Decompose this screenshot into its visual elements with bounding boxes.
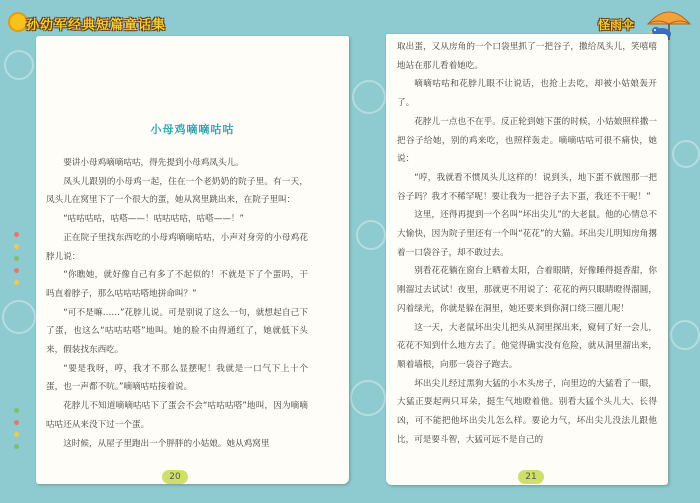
right-page-text: [397, 38, 657, 449]
decor-dot: [14, 244, 19, 249]
paragraph: 这时候，从屋子里跑出一个胖胖的小姑娘。她从鸡窝里: [63, 438, 270, 449]
left-page-text: [46, 154, 308, 453]
decor-dot: [14, 280, 19, 285]
page-number-left: 20: [162, 470, 188, 484]
paragraph: 凤头儿跟别的小母鸡一起，住在一个老奶奶的院子里。有一天，凤头儿在窝里下了一个很大的蛋，她从窝里跳出来，在院子里叫：: [46, 176, 308, 206]
series-title: 孙幼军经典短篇童话集: [26, 18, 167, 33]
paragraph: 这一天，大老鼠坏出尖儿把头从洞里探出来，窥伺了好一会儿，花花不知到什么地方去了。他觉得确实没有危险，就从洞里溜出来，顺着墙根，向那一袋谷子跑去。: [397, 322, 657, 370]
paragraph: 这里，还得再提到一个名叫“坏出尖儿”的大老鼠。他的心情总不大愉快，因为院子里还有一个叫“花花”的大猫。坏出尖儿明知房角撂着一口袋谷子，却不敢过去。: [397, 210, 657, 258]
paragraph: 别看花花躺在窗台上晒着太阳，合着眼睛，好像睡得挺香甜，你刚溜过去试试！夜里，那就更不用说了：花花的两只眼睛瞪得溜圆，闪着绿光，你就是躲在洞里，她还要来到你洞口绕三圈儿呢！: [397, 266, 657, 314]
background-swirl: [672, 140, 700, 168]
background-swirl: [350, 380, 386, 416]
decor-dot: [14, 256, 19, 261]
background-swirl: [670, 320, 700, 350]
paragraph: “咕咕咕咕，咕嗒——！咕咕咕咕，咕嗒——！”: [63, 214, 244, 225]
paragraph: 花脖儿不知道嘀嘀咕咕下了蛋会不会“咕咕咕嗒”地叫，因为嘀嘀咕咕还从来没下过一个蛋。: [46, 401, 308, 430]
page-number-right: 21: [518, 470, 544, 484]
paragraph: “你瞧她，就好像自己有多了不起似的！不就是下了个蛋吗，干吗直着脖子，那么咕咕咕嗒地拼命叫？”: [46, 270, 308, 299]
decor-dot: [14, 420, 19, 425]
decor-dot: [14, 432, 19, 437]
paragraph: 取出蛋，又从房角的一个口袋里抓了一把谷子，撒给凤头儿，笑嘻嘻地站在那儿看着她吃。: [397, 42, 657, 71]
paragraph: 嘀嘀咕咕和花脖儿眼不让说话，也抢上去吃，却被小姑娘轰开了。: [397, 79, 657, 109]
background-swirl: [352, 80, 386, 114]
decor-dot: [14, 408, 19, 413]
paragraph: 要讲小母鸡嘀嘀咕咕，得先提到小母鸡凤头儿。: [63, 158, 244, 168]
paragraph: “可不是嘛……”花脖儿说。可是别说了这么一句，就想起自己下了蛋，也这么“咕咕咕嗒”地叫。她的脸不由得通红了，她就低下头来，假装找东西吃。: [46, 307, 308, 356]
moon-icon: [10, 14, 26, 30]
paragraph: “要是我呀，哼，我才不那么显摆呢！我就是一口气下上十个蛋，也一声都不吭。”嘀嘀咕咕接着说。: [46, 363, 308, 393]
paragraph: “哼，我就看不惯凤头儿这样的！说到头，地下蛋不就图那一把谷子吗？我才不稀罕呢！要让我为一把谷子去下蛋，我还不干呢！”: [397, 172, 657, 202]
paragraph: 正在院子里找东西吃的小母鸡嘀嘀咕咕，小声对身旁的小母鸡花脖儿说：: [46, 232, 308, 262]
background-swirl: [4, 50, 34, 80]
chapter-title: 小母鸡嘀嘀咕咕: [150, 123, 235, 136]
paragraph: 花脖儿一点也不在乎。反正轮到她下蛋的时候，小姑娘照样撒一把谷子给她，别的鸡来吃，也照样轰走。嘀嘀咕咕可很不痛快，她说：: [397, 116, 657, 165]
background-swirl: [2, 300, 36, 334]
paragraph: 坏出尖儿经过黑狗大猛的小木头房子，向里边的大猛看了一眼，大猛正耍起两只耳朵，挺生气地瞪着他。别看大猛个头儿大、长得凶，可不能把他坏出尖儿怎么样。要论力气，坏出尖儿没法儿跟他比，可是要斗智，大猛可远不是自己的: [397, 378, 657, 445]
decor-dot: [14, 232, 19, 237]
running-head-title: 怪雨伞: [598, 18, 635, 32]
decor-dot: [14, 444, 19, 449]
decor-dot: [14, 268, 19, 273]
background-swirl: [356, 220, 386, 250]
